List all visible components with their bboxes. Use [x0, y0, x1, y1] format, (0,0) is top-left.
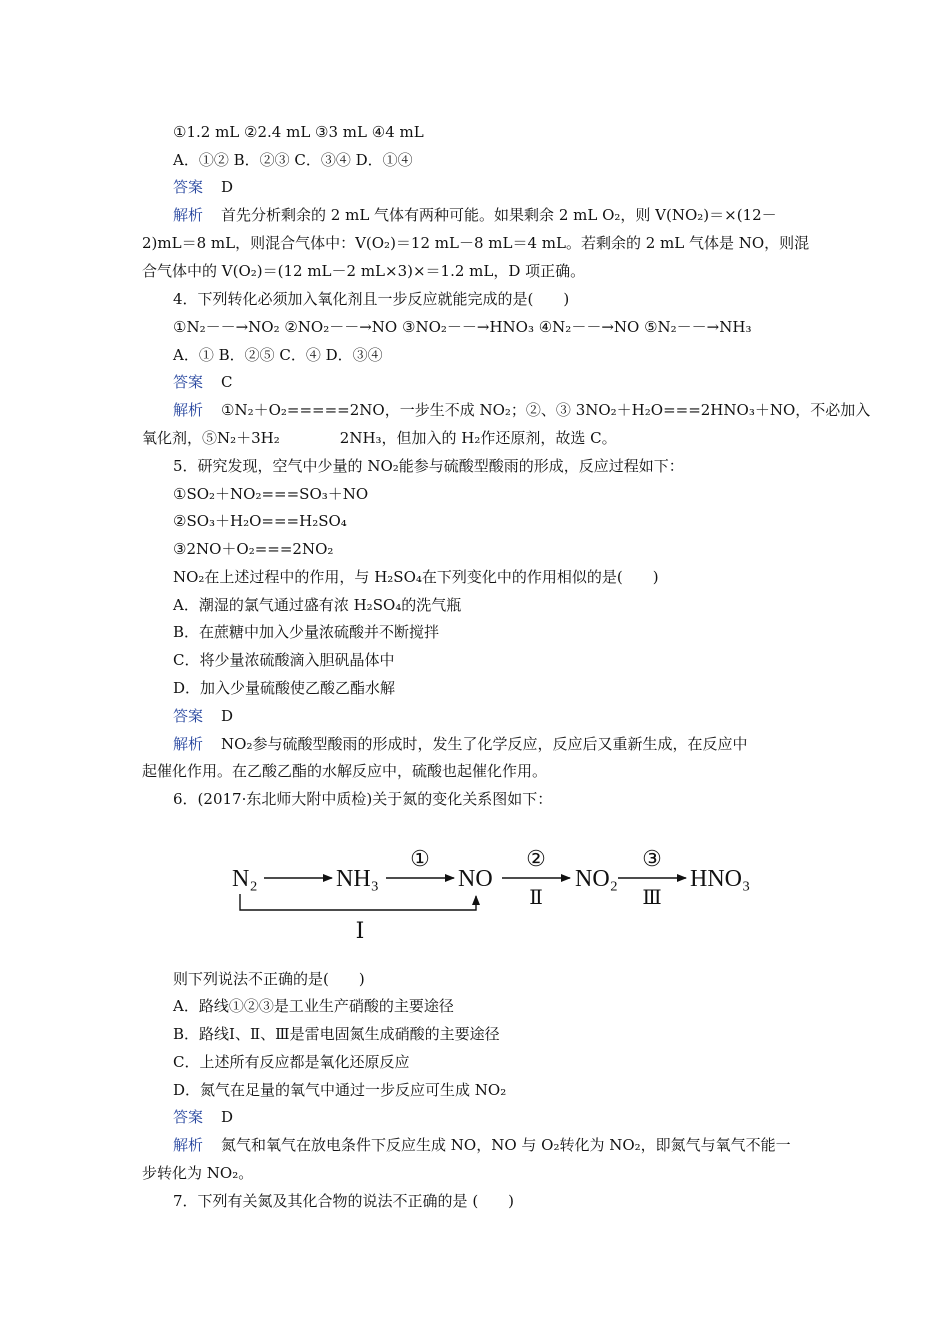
species-nh3: NH₃: [336, 866, 380, 892]
route-label-3: ③: [642, 846, 662, 871]
q4-options: ①N₂－－→NO₂ ②NO₂－－→NO ③NO₂－－→HNO₃ ④N₂－－→NO ⑤N₂－－→NH₃: [173, 318, 752, 336]
species-hno3: HNO₃: [690, 866, 751, 892]
route-label-2: ②: [526, 846, 546, 871]
q3-analysis-line-3: 合气体中的 V(O₂)＝(12 mL－2 mL×3)×＝1.2 mL，D 项正确。: [142, 262, 586, 280]
q5-option-a: A．潮湿的氯气通过盛有浓 H₂SO₄的洗气瓶: [173, 596, 462, 614]
route-numeral-1: Ⅰ: [355, 918, 365, 943]
analysis-label: 解析: [173, 206, 204, 224]
bypass-arrow-n2-no: [240, 894, 476, 910]
analysis-text: NO₂参与硫酸型酸雨的形成时，发生了化学反应，反应后又重新生成，在反应中: [221, 735, 748, 753]
q4-analysis-line-1: [173, 400, 870, 420]
analysis-text: 首先分析剩余的 2 mL 气体有两种可能。如果剩余 2 mL O₂，则 V(NO₂)＝×(12－: [221, 206, 777, 224]
route-numeral-3: Ⅲ: [642, 887, 662, 909]
q5-step-2: ②SO₃＋H₂O===H₂SO₄: [173, 512, 347, 530]
q4-answer: [173, 372, 233, 392]
q5-analysis-line-1: [173, 734, 747, 754]
q6-analysis-line-1: [173, 1135, 791, 1155]
answer-value: C: [221, 373, 233, 391]
nitrogen-conversion-diagram: [200, 820, 784, 968]
species-n2: N₂: [232, 866, 258, 892]
diagram-svg: [200, 820, 784, 968]
analysis-label: 解析: [173, 735, 204, 753]
q3-choices: A．①② B．②③ C．③④ D．①④: [173, 151, 413, 169]
q5-analysis-line-2: 起催化作用。在乙酸乙酯的水解反应中，硫酸也起催化作用。: [142, 762, 548, 780]
q7-question: 7．下列有关氮及其化合物的说法不正确的是 ( ): [173, 1192, 515, 1210]
q5-question: 5．研究发现，空气中少量的 NO₂能参与硫酸型酸雨的形成，反应过程如下：: [173, 457, 684, 475]
q4-analysis-line-2: 氧化剂，⑤N₂＋3H₂ 2NH₃，但加入的 H₂作还原剂，故选 C。: [142, 429, 617, 447]
q3-analysis-line-2: 2)mL＝8 mL，则混合气体中：V(O₂)＝12 mL－8 mL＝4 mL。若剩余的 2 mL 气体是 NO，则混: [142, 234, 810, 252]
q5-option-d: D．加入少量硫酸使乙酸乙酯水解: [173, 679, 396, 697]
q6-analysis-line-2: 步转化为 NO₂。: [142, 1164, 254, 1182]
q3-options-line: ①1.2 mL ②2.4 mL ③3 mL ④4 mL: [173, 123, 424, 141]
route-label-1: ①: [410, 846, 430, 871]
q6-option-a: A．路线①②③是工业生产硝酸的主要途径: [173, 997, 454, 1015]
q6-option-d: D．氮气在足量的氧气中通过一步反应可生成 NO₂: [173, 1081, 507, 1099]
q4-choices: A．① B．②⑤ C．④ D．③④: [173, 346, 383, 364]
q5-answer: [173, 706, 233, 726]
answer-value: D: [221, 707, 234, 725]
answer-label: 答案: [173, 178, 204, 196]
analysis-label: 解析: [173, 401, 204, 419]
q6-option-b: B．路线Ⅰ、Ⅱ、Ⅲ是雷电固氮生成硝酸的主要途径: [173, 1025, 500, 1043]
answer-label: 答案: [173, 373, 204, 391]
answer-value: D: [221, 178, 234, 196]
q5-prompt: NO₂在上述过程中的作用，与 H₂SO₄在下列变化中的作用相似的是( ): [173, 568, 659, 586]
q6-option-c: C．上述所有反应都是氧化还原反应: [173, 1053, 410, 1071]
q5-option-b: B．在蔗糖中加入少量浓硫酸并不断搅拌: [173, 623, 440, 641]
analysis-text: ①N₂＋O₂=====2NO，一步生不成 NO₂；②、③ 3NO₂＋H₂O===2HNO₃＋NO，不必加入: [221, 401, 871, 419]
analysis-text: 氮气和氧气在放电条件下反应生成 NO，NO 与 O₂转化为 NO₂，即氮气与氧气不能一: [221, 1136, 791, 1154]
q6-answer: [173, 1107, 233, 1127]
q3-answer: [173, 177, 233, 197]
q4-question: 4．下列转化必须加入氧化剂且一步反应就能完成的是( ): [173, 290, 570, 308]
answer-label: 答案: [173, 1108, 204, 1126]
answer-value: D: [221, 1108, 234, 1126]
analysis-label: 解析: [173, 1136, 204, 1154]
q5-step-1: ①SO₂＋NO₂===SO₃＋NO: [173, 485, 369, 503]
species-no2: NO₂: [575, 866, 619, 892]
q5-option-c: C．将少量浓硫酸滴入胆矾晶体中: [173, 651, 395, 669]
species-no: NO: [458, 866, 493, 892]
route-numeral-2: Ⅱ: [529, 887, 543, 909]
q6-prompt: 则下列说法不正确的是( ): [173, 970, 365, 988]
q6-question: 6．(2017·东北师大附中质检)关于氮的变化关系图如下：: [173, 790, 553, 808]
q3-analysis-line-1: [173, 205, 777, 225]
q5-step-3: ③2NO＋O₂===2NO₂: [173, 540, 334, 558]
answer-label: 答案: [173, 707, 204, 725]
